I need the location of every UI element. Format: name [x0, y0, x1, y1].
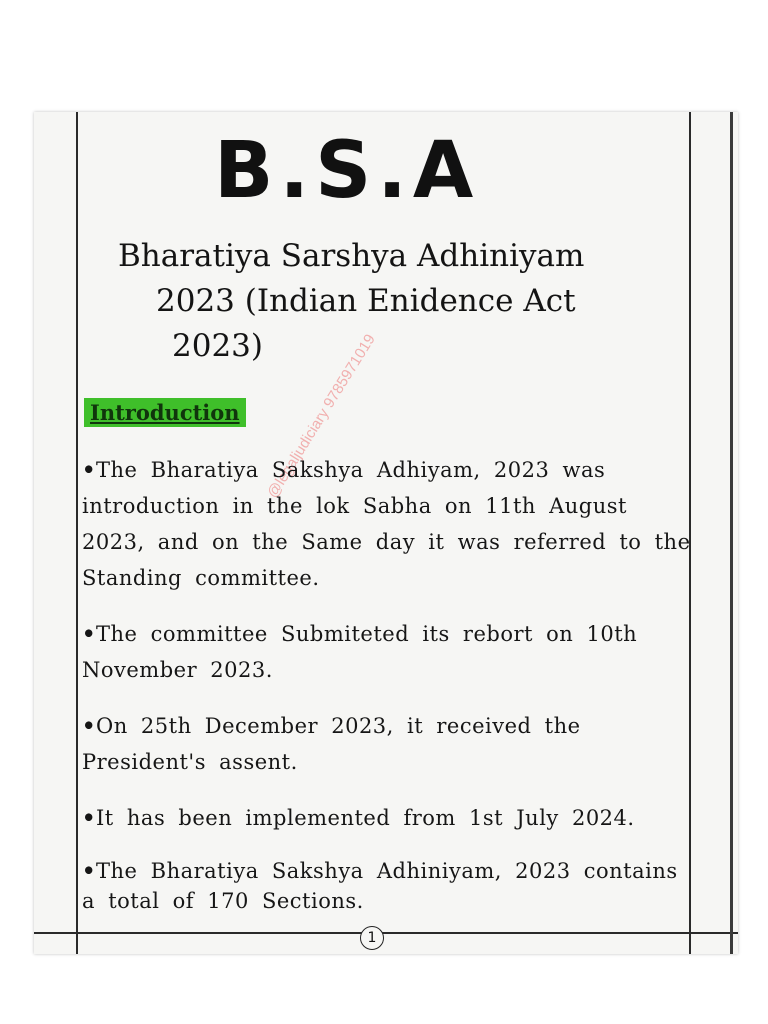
left-margin-line [76, 112, 78, 954]
bullet-icon: • [82, 621, 96, 646]
watermark: @legaljudiciary 9785971019 [264, 331, 379, 502]
point-text: On 25th December 2023, it received the President's assent. [82, 714, 581, 774]
page-edge [730, 112, 733, 954]
subtitle-line-1: Bharatiya Sarshya Adhiniyam [118, 238, 585, 274]
intro-points-list [82, 452, 692, 936]
point-text: The Bharatiya Sakshya Adhiyam, 2023 was introduction in the lok Sabha on 11th August 2023, and on the Same day it was referred to the Standing committee. [82, 458, 691, 590]
page-number: 1 [360, 926, 384, 950]
bullet-icon: • [82, 805, 96, 830]
list-item [82, 616, 692, 688]
page-title: B.S.A [214, 126, 480, 216]
point-text: The committee Submiteted its rebort on 10th November 2023. [82, 622, 638, 682]
subtitle-line-2: 2023 (Indian Enidence Act [156, 283, 576, 319]
section-heading: Introduction [84, 398, 246, 427]
list-item [82, 452, 692, 596]
page-subtitle [118, 234, 708, 369]
subtitle-line-3: 2023) [172, 328, 263, 364]
notebook-page [34, 112, 738, 954]
list-item [82, 856, 692, 916]
point-text: It has been implemented from 1st July 2024. [96, 806, 635, 830]
bullet-icon: • [82, 713, 96, 738]
list-item [82, 708, 692, 780]
bullet-icon: • [82, 457, 96, 482]
list-item [82, 800, 692, 836]
point-text: The Bharatiya Sakshya Adhiniyam, 2023 contains a total of 170 Sections. [82, 859, 678, 913]
bullet-icon: • [82, 858, 96, 883]
